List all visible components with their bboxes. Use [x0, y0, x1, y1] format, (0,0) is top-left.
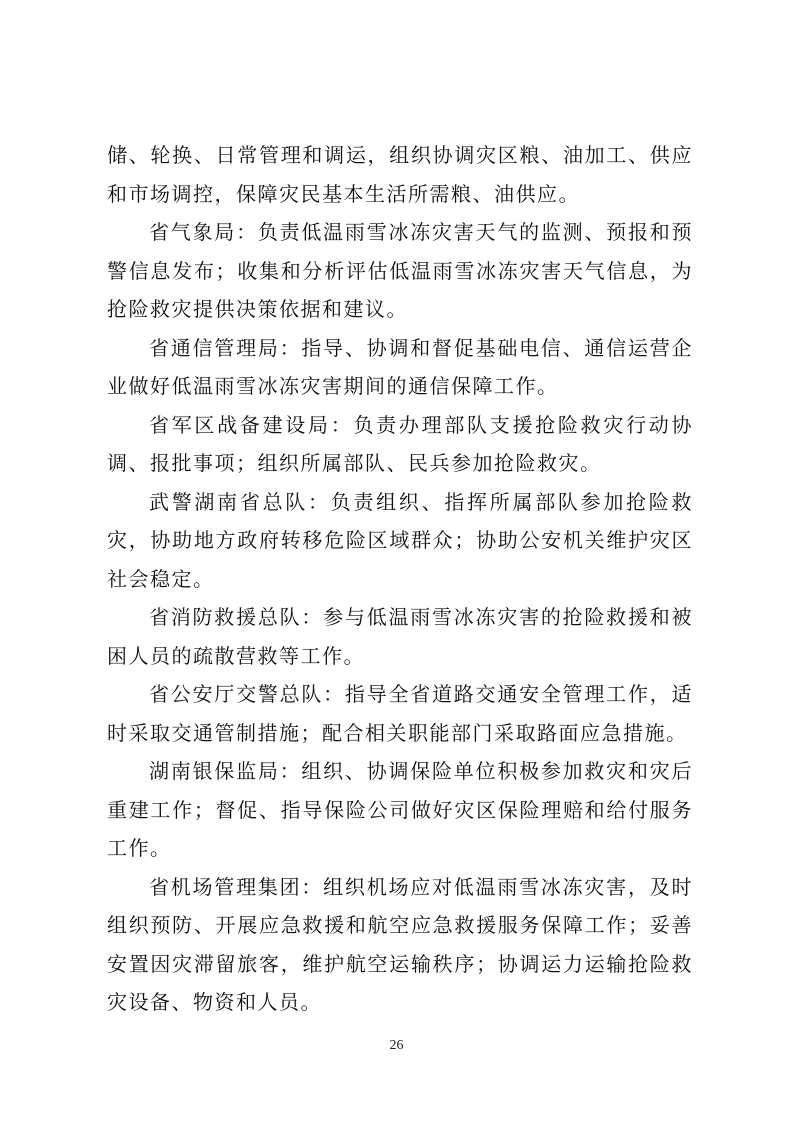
paragraph-airport-group: 省机场管理集团：组织机场应对低温雨雪冰冻灾害，及时组织预防、开展应急救援和航空应急救援服务保障工作；妥善安置因灾滞留旅客，维护航空运输秩序；协调运力运输抢险救灾设备、物资和人员。	[107, 874, 693, 1014]
paragraph-communications-bureau: 省通信管理局：指导、协调和督促基础电信、通信运营企业做好低温雨雪冰冻灾害期间的通信保障工作。	[107, 335, 693, 398]
paragraph-traffic-police-corps: 省公安厅交警总队：指导全省道路交通安全管理工作，适时采取交通管制措施；配合相关职能部门采取路面应急措施。	[107, 682, 693, 745]
document-body	[107, 136, 693, 1022]
paragraph-banking-insurance-bureau: 湖南银保监局：组织、协调保险单位积极参加救灾和灾后重建工作；督促、指导保险公司做好灾区保险理赔和给付服务工作。	[107, 759, 693, 860]
paragraph-military-readiness-bureau: 省军区战备建设局：负责办理部队支援抢险救灾行动协调、报批事项；组织所属部队、民兵参加抢险救灾。	[107, 412, 693, 475]
paragraph-meteorological-bureau: 省气象局：负责低温雨雪冰冻灾害天气的监测、预报和预警信息发布；收集和分析评估低温雨雪冰冻灾害天气信息，为抢险救灾提供决策依据和建议。	[107, 220, 693, 321]
page-number: 26	[389, 1038, 404, 1053]
paragraph-fire-rescue-corps: 省消防救援总队：参与低温雨雪冰冻灾害的抢险救援和被困人员的疏散营救等工作。	[107, 605, 693, 668]
paragraph-continuation: 储、轮换、日常管理和调运，组织协调灾区粮、油加工、供应和市场调控，保障灾民基本生活所需粮、油供应。	[107, 143, 693, 206]
paragraph-armed-police-corps: 武警湖南省总队：负责组织、指挥所属部队参加抢险救灾，协助地方政府转移危险区域群众；协助公安机关维护灾区社会稳定。	[107, 489, 693, 591]
